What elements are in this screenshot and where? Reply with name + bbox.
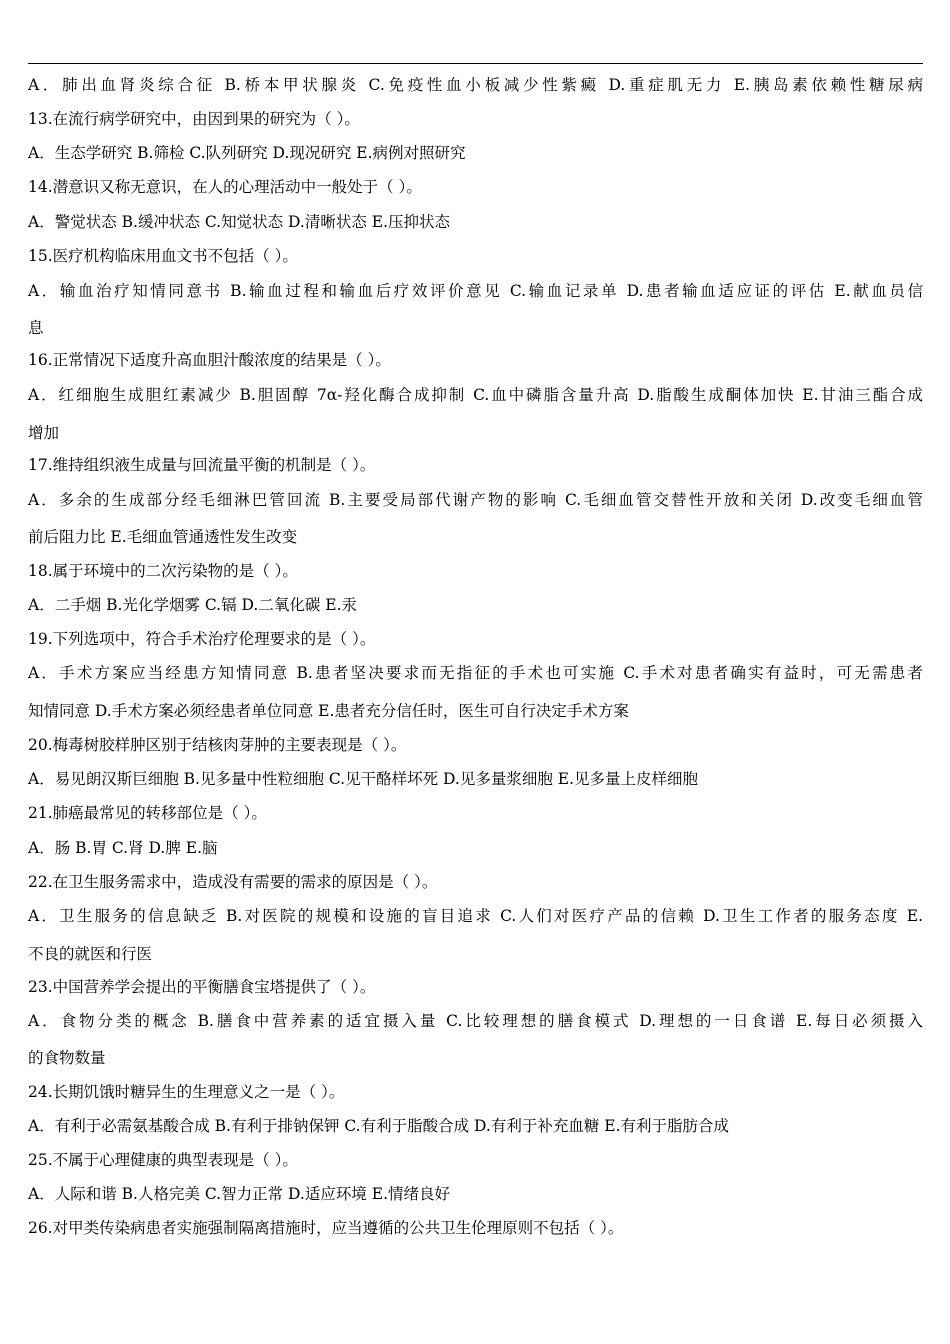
options-q17-cont: 前后阻力比 E.毛细血管通透性发生改变: [28, 528, 298, 546]
options-q19-cont: 知情同意 D.手术方案必须经患者单位同意 E.患者充分信任时，医生可自行决定手术方案: [28, 702, 629, 720]
options-q18: A．二手烟 B.光化学烟雾 C.镉 D.二氧化碳 E.汞: [28, 596, 357, 614]
question-16: 16.正常情况下适度升高血胆汁酸浓度的结果是（ ）。: [28, 351, 391, 369]
question-20: 20.梅毒树胶样肿区别于结核肉芽肿的主要表现是（ ）。: [28, 736, 407, 754]
question-17: 17.维持组织液生成量与回流量平衡的机制是（ ）。: [28, 456, 376, 474]
options-q16-cont: 增加: [28, 424, 60, 442]
options-q25: A．人际和谐 B.人格完美 C.智力正常 D.适应环境 E.情绪良好: [28, 1185, 450, 1203]
options-q17: A．多余的生成部分经毛细淋巴管回流 B.主要受局部代谢产物的影响 C.毛细血管交替性开放和关闭 D.改变毛细血管: [28, 491, 923, 509]
options-q24: A．有利于必需氨基酸合成 B.有利于排钠保钾 C.有利于脂酸合成 D.有利于补充血糖 E.有利于脂肪合成: [28, 1117, 729, 1135]
options-q20: A．易见朗汉斯巨细胞 B.见多量中性粒细胞 C.见干酪样坏死 D.见多量浆细胞 E.见多量上皮样细胞: [28, 770, 698, 788]
options-q23-cont: 的食物数量: [28, 1049, 106, 1067]
question-13: 13.在流行病学研究中，由因到果的研究为（ ）。: [28, 110, 360, 128]
question-26: 26.对甲类传染病患者实施强制隔离措施时，应当遵循的公共卫生伦理原则不包括（ ）。: [28, 1219, 624, 1237]
options-q12: A．肺出血肾炎综合征 B.桥本甲状腺炎 C.免疫性血小板减少性紫癜 D.重症肌无力 E.胰岛素依赖性糖尿病: [28, 76, 923, 94]
question-21: 21.肺癌最常见的转移部位是（ ）。: [28, 804, 267, 822]
header-rule: [28, 63, 923, 64]
options-q23: A．食物分类的概念 B.膳食中营养素的适宜摄入量 C.比较理想的膳食模式 D.理想的一日食谱 E.每日必须摄入: [28, 1012, 923, 1030]
options-q22: A．卫生服务的信息缺乏 B.对医院的规模和设施的盲目追求 C.人们对医疗产品的信赖 D.卫生工作者的服务态度 E.: [28, 907, 923, 925]
options-q16: A．红细胞生成胆红素减少 B.胆固醇 7α-羟化酶合成抑制 C.血中磷脂含量升高 D.脂酸生成酮体加快 E.甘油三酯合成: [28, 386, 923, 404]
options-q14: A．警觉状态 B.缓冲状态 C.知觉状态 D.清晰状态 E.压抑状态: [28, 213, 450, 231]
options-q21: A．肠 B.胃 C.肾 D.脾 E.脑: [28, 839, 218, 857]
question-25: 25.不属于心理健康的典型表现是（ ）。: [28, 1151, 298, 1169]
options-q13: A．生态学研究 B.筛检 C.队列研究 D.现况研究 E.病例对照研究: [28, 144, 466, 162]
question-23: 23.中国营养学会提出的平衡膳食宝塔提供了（ ）。: [28, 978, 376, 996]
question-18: 18.属于环境中的二次污染物的是（ ）。: [28, 562, 298, 580]
question-14: 14.潜意识又称无意识，在人的心理活动中一般处于（ ）。: [28, 178, 422, 196]
options-q22-cont: 不良的就医和行医: [28, 945, 153, 963]
options-q15: A．输血治疗知情同意书 B.输血过程和输血后疗效评价意见 C.输血记录单 D.患者输血适应证的评估 E.献血员信: [28, 282, 923, 300]
question-22: 22.在卫生服务需求中，造成没有需要的需求的原因是（ ）。: [28, 873, 438, 891]
question-24: 24.长期饥饿时糖异生的生理意义之一是（ ）。: [28, 1083, 345, 1101]
question-19: 19.下列选项中，符合手术治疗伦理要求的是（ ）。: [28, 630, 376, 648]
options-q19: A．手术方案应当经患方知情同意 B.患者坚决要求而无指征的手术也可实施 C.手术对患者确实有益时，可无需患者: [28, 664, 923, 682]
question-15: 15.医疗机构临床用血文书不包括（ ）。: [28, 247, 298, 265]
options-q15-cont: 息: [28, 319, 44, 337]
